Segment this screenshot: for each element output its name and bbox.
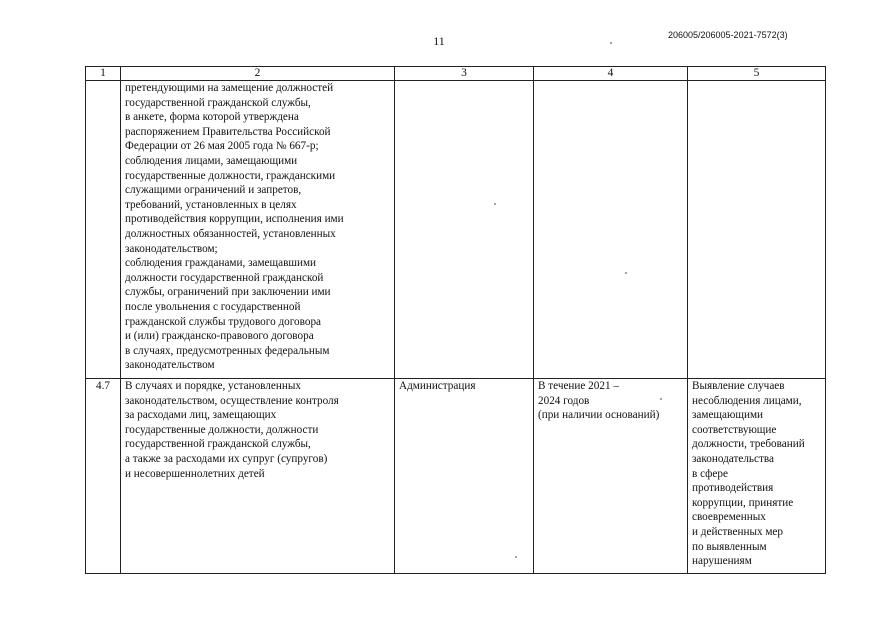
responsible-party: [395, 81, 534, 379]
scan-speck: [660, 398, 662, 400]
header-col-3: 3: [395, 67, 534, 81]
text-line: и действенных мер: [692, 525, 783, 538]
text-line: государственной гражданской службы,: [125, 96, 311, 109]
text-line: коррупции, принятие: [692, 496, 794, 509]
scan-speck: [625, 272, 627, 274]
text-line: Администрация: [399, 380, 476, 392]
text-line: законодательства: [692, 452, 774, 465]
table-row: [86, 81, 826, 379]
text-line: за расходами лиц, замещающих: [125, 409, 277, 422]
responsible-party: [395, 379, 534, 574]
header-col-2: 2: [121, 67, 395, 81]
header-col-1: 1: [86, 67, 121, 81]
text-line: после увольнения с государственной: [125, 300, 301, 313]
text-line: противодействия: [692, 482, 774, 495]
text-line: законодательством;: [125, 242, 218, 255]
text-line: распоряжением Правительства Российской: [125, 125, 331, 138]
measures-table: [85, 66, 826, 574]
text-line: соответствующие: [692, 423, 777, 436]
text-line: государственной гражданской службы,: [125, 438, 311, 451]
text-line: служащими ограничений и запретов,: [125, 184, 302, 197]
text-line: в сфере: [692, 467, 728, 480]
scan-speck: [610, 42, 612, 44]
text-line: соблюдения гражданами, замещавшими: [125, 257, 317, 270]
text-line: а также за расходами их супруг (супругов): [125, 452, 328, 465]
text-line: замещающими: [692, 409, 764, 422]
text-line: службы, ограничений при заключении ими: [125, 286, 331, 299]
text-line: Выявление случаев: [692, 380, 785, 392]
text-line: законодательством, осуществление контроля: [125, 394, 339, 407]
scan-speck: [515, 556, 517, 558]
text-line: своевременных: [692, 511, 766, 524]
text-line: в случаях, предусмотренных федеральным: [125, 344, 330, 357]
page-number: 11: [433, 34, 445, 48]
text-line: должности, требований: [692, 438, 805, 451]
measure-description: [121, 379, 395, 574]
text-line: претендующими на замещение должностей: [125, 82, 334, 94]
text-line: нарушениям: [692, 555, 752, 568]
text-line: требований, установленных в целях: [125, 198, 297, 211]
header-col-4: 4: [534, 67, 688, 81]
deadline: [534, 81, 688, 379]
text-line: в анкете, форма которой утверждена: [125, 111, 299, 124]
text-line: противодействия коррупции, исполнения ими: [125, 213, 344, 226]
header-row: [86, 67, 826, 81]
text-line: государственные должности, гражданскими: [125, 169, 336, 182]
text-line: соблюдения лицами, замещающими: [125, 154, 298, 167]
expected-result: [688, 81, 826, 379]
document-id: 206005/206005-2021-7572(3): [668, 30, 788, 40]
text-line: несоблюдения лицами,: [692, 394, 802, 407]
text-line: (при наличии оснований): [538, 409, 660, 422]
measure-description: [121, 81, 395, 379]
table-row: [86, 379, 826, 574]
text-line: законодательством: [125, 359, 215, 372]
text-line: В случаях и порядке, установленных: [125, 380, 301, 392]
text-line: должности государственной гражданской: [125, 271, 324, 284]
text-line: В течение 2021 –: [538, 380, 619, 392]
text-line: гражданской службы трудового договора: [125, 315, 322, 328]
row-number: [86, 81, 121, 379]
text-line: государственные должности, должности: [125, 423, 319, 436]
text-line: 2024 годов: [538, 394, 590, 407]
text-line: должностных обязанностей, установленных: [125, 227, 336, 240]
header-col-5: 5: [688, 67, 826, 81]
expected-result: [688, 379, 826, 574]
scan-speck: [494, 203, 496, 205]
deadline: [534, 379, 688, 574]
text-line: и несовершеннолетних детей: [125, 467, 265, 480]
text-line: и (или) гражданско-правового договора: [125, 330, 314, 343]
text-line: по выявленным: [692, 540, 767, 553]
row-number: 4.7: [86, 379, 121, 574]
text-line: Федерации от 26 мая 2005 года № 667-р;: [125, 140, 319, 153]
